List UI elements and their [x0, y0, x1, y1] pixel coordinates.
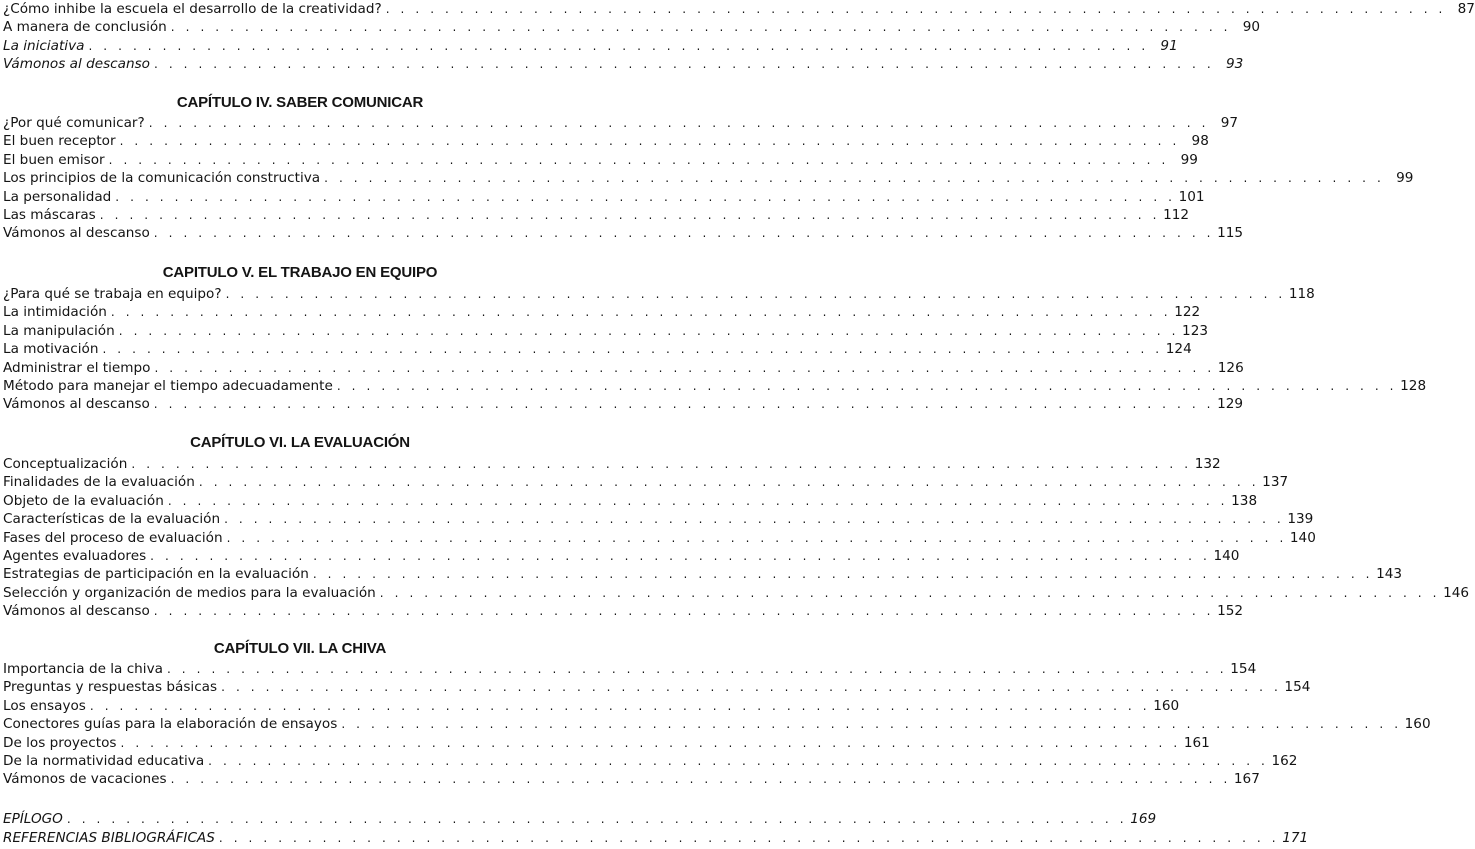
entry-page-number: 138	[1231, 492, 1258, 509]
entry-page-number: 99	[1396, 170, 1414, 187]
toc-entry[interactable]	[3, 169, 1414, 187]
entry-page-number: 137	[1262, 474, 1289, 491]
entry-page-number: 129	[1217, 396, 1244, 413]
entry-title: El buen receptor	[3, 133, 116, 150]
toc-entry[interactable]	[3, 114, 1238, 132]
entry-page-number: 154	[1284, 679, 1311, 696]
toc-entry[interactable]	[3, 37, 1178, 55]
dot-leader: . . . . . . . . . . . . . . . . . . . . . . . . . . . . . . . . . . . . . . . . . . . . . . . . . . . . . . . . . . . . . . . . . . . . . . . .	[150, 549, 1211, 563]
chapter-heading-6: CAPÍTULO VI. LA EVALUACIÓN	[190, 434, 410, 451]
entry-page-number: 132	[1194, 456, 1221, 472]
entry-title: De los proyectos	[3, 734, 117, 751]
dot-leader: . . . . . . . . . . . . . . . . . . . . . . . . . . . . . . . . . . . . . . . . . . . . . . . . . . . . . . . . . . . . . . . . . . . . . . . .	[336, 379, 1398, 393]
entry-title: REFERENCIAS BIBLIOGRÁFICAS	[3, 830, 215, 846]
entry-page-number: 146	[1443, 584, 1470, 601]
dot-leader: . . . . . . . . . . . . . . . . . . . . . . . . . . . . . . . . . . . . . . . . . . . . . . . . . . . . . . . . . . . . . . . . . . . . . . . .	[119, 134, 1180, 149]
dot-leader: . . . . . . . . . . . . . . . . . . . . . . . . . . . . . . . . . . . . . . . . . . . . . . . . . . . . . . . . . . . . . . . . . . . . . . . .	[102, 342, 1163, 357]
entry-title: Finalidades de la evaluación	[3, 474, 195, 491]
entry-page-number: 91	[1160, 37, 1178, 54]
entry-page-number: 87	[1457, 1, 1475, 17]
entry-title: Los principios de la comunicación constructiva	[3, 170, 321, 187]
entry-page-number: 154	[1230, 661, 1257, 677]
entry-page-number: 139	[1287, 511, 1314, 528]
entry-title: Método para manejar el tiempo adecuadamente	[3, 378, 333, 394]
entry-title: A manera de conclusión	[3, 19, 167, 36]
toc-entry[interactable]	[3, 340, 1192, 358]
dot-leader: . . . . . . . . . . . . . . . . . . . . . . . . . . . . . . . . . . . . . . . . . . . . . . . . . . . . . . . . . . . . . . . . . . . . . . . .	[110, 305, 1172, 320]
toc-entry[interactable]	[3, 303, 1201, 321]
toc-entry[interactable]	[3, 715, 1431, 733]
entry-page-number: 122	[1174, 304, 1201, 321]
entry-title: Agentes evaluadores	[3, 548, 147, 564]
entry-title: Selección y organización de medios para la evaluación	[3, 584, 376, 601]
toc-entry[interactable]	[3, 206, 1190, 224]
dot-leader: . . . . . . . . . . . . . . . . . . . . . . . . . . . . . . . . . . . . . . . . . . . . . . . . . . . . . . . . . . . . . . . . . . . . . . . .	[148, 116, 1209, 130]
dot-leader: . . . . . . . . . . . . . . . . . . . . . . . . . . . . . . . . . . . . . . . . . . . . . . . . . . . . . . . . . . . . . . . . . . . . . . . .	[154, 360, 1215, 375]
entry-title: Objeto de la evaluación	[3, 492, 164, 509]
entry-title: La iniciativa	[3, 37, 85, 54]
dot-leader: . . . . . . . . . . . . . . . . . . . . . . . . . . . . . . . . . . . . . . . . . . . . . . . . . . . . . . . . . . . . . . . . . . . . . . . .	[99, 208, 1161, 222]
entry-title: Vámonos al descanso	[3, 225, 150, 242]
entry-page-number: 128	[1400, 378, 1427, 394]
dot-leader: . . . . . . . . . . . . . . . . . . . . . . . . . . . . . . . . . . . . . . . . . . . . . . . . . . . . . . . . . . . . . . . . . . . . . . . .	[324, 171, 1385, 186]
entry-title: Administrar el tiempo	[3, 359, 151, 376]
toc-entry[interactable]	[3, 188, 1205, 206]
toc-entry[interactable]	[3, 395, 1244, 413]
entry-page-number: 112	[1163, 207, 1190, 223]
toc-entry[interactable]	[3, 377, 1427, 395]
entry-page-number: 152	[1217, 603, 1244, 620]
entry-page-number: 93	[1225, 56, 1244, 73]
dot-leader: . . . . . . . . . . . . . . . . . . . . . . . . . . . . . . . . . . . . . . . . . . . . . . . . . . . . . . . . . . . . . . . . . . . . . . . .	[224, 512, 1285, 527]
entry-title: Estrategias de participación en la evaluación	[3, 566, 309, 583]
toc-entry[interactable]	[3, 132, 1209, 150]
dot-leader: . . . . . . . . . . . . . . . . . . . . . . . . . . . . . . . . . . . . . . . . . . . . . . . . . . . . . . . . . . . . . . . . . . . . . . . .	[120, 735, 1181, 750]
dot-leader: . . . . . . . . . . . . . . . . . . . . . . . . . . . . . . . . . . . . . . . . . . . . . . . . . . . . . . . . . . . . . . . . . . . . . . . .	[89, 698, 1151, 713]
entry-title: Los ensayos	[3, 697, 86, 714]
toc-entry[interactable]	[3, 359, 1244, 377]
entry-page-number: 99	[1180, 151, 1198, 168]
entry-page-number: 123	[1182, 322, 1208, 339]
dot-leader: . . . . . . . . . . . . . . . . . . . . . . . . . . . . . . . . . . . . . . . . . . . . . . . . . . . . . . . . . . . . . . . . . . . . . . . .	[226, 530, 1287, 545]
toc-entry[interactable]	[3, 660, 1257, 678]
toc-entry[interactable]	[3, 322, 1208, 340]
toc-entry[interactable]	[3, 224, 1244, 242]
dot-leader: . . . . . . . . . . . . . . . . . . . . . . . . . . . . . . . . . . . . . . . . . . . . . . . . . . . . . . . . . . . . . . . . . . . . . . . .	[208, 754, 1269, 768]
toc-entry[interactable]	[3, 529, 1316, 547]
dot-leader: . . . . . . . . . . . . . . . . . . . . . . . . . . . . . . . . . . . . . . . . . . . . . . . . . . . . . . . . . . . . . . . . . . . . . . . .	[225, 287, 1286, 301]
dot-leader: . . . . . . . . . . . . . . . . . . . . . . . . . . . . . . . . . . . . . . . . . . . . . . . . . . . . . . . . . . . . . . . . . . . . . . . .	[66, 812, 1128, 826]
dot-leader: . . . . . . . . . . . . . . . . . . . . . . . . . . . . . . . . . . . . . . . . . . . . . . . . . . . . . . . . . . . . . . . . . . . . . . . .	[118, 323, 1179, 338]
toc-entry[interactable]	[3, 473, 1289, 491]
chapter-heading-7: CAPÍTULO VII. LA CHIVA	[213, 640, 387, 657]
entry-title: Vámonos al descanso	[3, 396, 150, 413]
dot-leader: . . . . . . . . . . . . . . . . . . . . . . . . . . . . . . . . . . . . . . . . . . . . . . . . . . . . . . . . . . . . . . . . . . . . . . . .	[153, 604, 1215, 619]
toc-entry[interactable]	[3, 18, 1261, 36]
entry-title: Vámonos al descanso	[3, 603, 150, 620]
entry-title: De la normatividad educativa	[3, 753, 205, 769]
entry-title: Preguntas y respuestas básicas	[3, 679, 218, 696]
entry-title: El buen emisor	[3, 151, 105, 168]
entry-page-number: 161	[1183, 734, 1210, 751]
entry-title: La motivación	[3, 341, 99, 358]
entry-title: La personalidad	[3, 188, 112, 205]
entry-page-number: 167	[1233, 771, 1260, 788]
entry-title: Conceptualización	[3, 456, 128, 472]
dot-leader: . . . . . . . . . . . . . . . . . . . . . . . . . . . . . . . . . . . . . . . . . . . . . . . . . . . . . . . . . . . . . . . . . . . . . . . .	[153, 57, 1215, 72]
entry-title: Vámonos de vacaciones	[3, 771, 167, 788]
entry-page-number: 140	[1289, 529, 1316, 546]
entry-title: Vámonos al descanso	[3, 56, 150, 73]
dot-leader: . . . . . . . . . . . . . . . . . . . . . . . . . . . . . . . . . . . . . . . . . . . . . . . . . . . . . . . . . . . . . . . . . . . . . . . .	[170, 772, 1231, 787]
toc-entry[interactable]	[3, 492, 1258, 510]
entry-title: Las máscaras	[3, 207, 96, 223]
toc-entry[interactable]	[3, 752, 1298, 770]
entry-page-number: 115	[1217, 225, 1244, 242]
toc-entry[interactable]	[3, 455, 1221, 473]
dot-leader: . . . . . . . . . . . . . . . . . . . . . . . . . . . . . . . . . . . . . . . . . . . . . . . . . . . . . . . . . . . . . . . . . . . . . . . .	[115, 189, 1176, 204]
toc-entry[interactable]	[3, 285, 1315, 303]
entry-page-number: 97	[1220, 115, 1238, 131]
dot-leader: . . . . . . . . . . . . . . . . . . . . . . . . . . . . . . . . . . . . . . . . . . . . . . . . . . . . . . . . . . . . . . . . . . . . . . . .	[385, 2, 1446, 16]
dot-leader: . . . . . . . . . . . . . . . . . . . . . . . . . . . . . . . . . . . . . . . . . . . . . . . . . . . . . . . . . . . . . . . . . . . . . . . .	[341, 717, 1402, 732]
toc-entry[interactable]	[3, 734, 1210, 752]
entry-title: ¿Por qué comunicar?	[3, 115, 145, 131]
toc-entry[interactable]	[3, 697, 1180, 715]
dot-leader: . . . . . . . . . . . . . . . . . . . . . . . . . . . . . . . . . . . . . . . . . . . . . . . . . . . . . . . . . . . . . . . . . . . . . . . .	[88, 38, 1149, 53]
dot-leader: . . . . . . . . . . . . . . . . . . . . . . . . . . . . . . . . . . . . . . . . . . . . . . . . . . . . . . . . . . . . . . . . . . . . . . . .	[166, 662, 1228, 676]
toc-entry[interactable]	[3, 547, 1240, 565]
entry-page-number: 118	[1288, 286, 1315, 302]
entry-page-number: 169	[1130, 811, 1157, 827]
entry-page-number: 171	[1282, 830, 1309, 846]
dot-leader: . . . . . . . . . . . . . . . . . . . . . . . . . . . . . . . . . . . . . . . . . . . . . . . . . . . . . . . . . . . . . . . . . . . . . . . .	[153, 226, 1215, 241]
chapter-heading-5: CAPITULO V. EL TRABAJO EN EQUIPO	[162, 264, 438, 281]
entry-page-number: 98	[1191, 133, 1209, 150]
entry-page-number: 140	[1213, 548, 1240, 564]
entry-title: Importancia de la chiva	[3, 661, 163, 677]
toc-entry[interactable]	[3, 810, 1157, 828]
dot-leader: . . . . . . . . . . . . . . . . . . . . . . . . . . . . . . . . . . . . . . . . . . . . . . . . . . . . . . . . . . . . . . . . . . . . . . . .	[170, 20, 1232, 35]
entry-page-number: 160	[1153, 697, 1180, 714]
dot-leader: . . . . . . . . . . . . . . . . . . . . . . . . . . . . . . . . . . . . . . . . . . . . . . . . . . . . . . . . . . . . . . . . . . . . . . . .	[153, 397, 1215, 412]
dot-leader: . . . . . . . . . . . . . . . . . . . . . . . . . . . . . . . . . . . . . . . . . . . . . . . . . . . . . . . . . . . . . . . . . . . . . . . .	[218, 831, 1280, 845]
entry-title: La intimidación	[3, 304, 107, 321]
toc-entry[interactable]	[3, 770, 1260, 788]
dot-leader: . . . . . . . . . . . . . . . . . . . . . . . . . . . . . . . . . . . . . . . . . . . . . . . . . . . . . . . . . . . . . . . . . . . . . . . .	[379, 585, 1441, 600]
dot-leader: . . . . . . . . . . . . . . . . . . . . . . . . . . . . . . . . . . . . . . . . . . . . . . . . . . . . . . . . . . . . . . . . . . . . . . . .	[312, 567, 1374, 582]
entry-title: EPÍLOGO	[3, 811, 63, 827]
toc-entry[interactable]	[3, 829, 1309, 847]
dot-leader: . . . . . . . . . . . . . . . . . . . . . . . . . . . . . . . . . . . . . . . . . . . . . . . . . . . . . . . . . . . . . . . . . . . . . . . .	[198, 475, 1260, 490]
entry-title: La manipulación	[3, 322, 115, 339]
entry-page-number: 162	[1271, 753, 1298, 769]
dot-leader: . . . . . . . . . . . . . . . . . . . . . . . . . . . . . . . . . . . . . . . . . . . . . . . . . . . . . . . . . . . . . . . . . . . . . . . .	[167, 493, 1229, 508]
entry-title: ¿Para qué se trabaja en equipo?	[3, 286, 222, 302]
toc-entry[interactable]	[3, 0, 1475, 18]
entry-page-number: 124	[1165, 341, 1192, 358]
entry-page-number: 143	[1376, 566, 1403, 583]
toc-entry[interactable]	[3, 151, 1198, 169]
toc-entry[interactable]	[3, 602, 1244, 620]
entry-title: Conectores guías para la elaboración de ensayos	[3, 716, 338, 733]
entry-page-number: 90	[1242, 19, 1261, 36]
toc-entry[interactable]	[3, 510, 1314, 528]
toc-entry[interactable]	[3, 678, 1311, 696]
entry-title: Fases del proceso de evaluación	[3, 529, 223, 546]
dot-leader: . . . . . . . . . . . . . . . . . . . . . . . . . . . . . . . . . . . . . . . . . . . . . . . . . . . . . . . . . . . . . . . . . . . . . . . .	[131, 457, 1192, 471]
entry-page-number: 160	[1404, 716, 1431, 733]
entry-page-number: 126	[1217, 359, 1244, 376]
toc-entry[interactable]	[3, 565, 1403, 583]
chapter-heading-4: CAPÍTULO IV. SABER COMUNICAR	[176, 94, 424, 111]
entry-page-number: 101	[1178, 188, 1205, 205]
entry-title: ¿Cómo inhibe la escuela el desarrollo de la creatividad?	[3, 1, 382, 17]
dot-leader: . . . . . . . . . . . . . . . . . . . . . . . . . . . . . . . . . . . . . . . . . . . . . . . . . . . . . . . . . . . . . . . . . . . . . . . .	[108, 152, 1169, 167]
toc-entry[interactable]	[3, 55, 1244, 73]
toc-entry[interactable]	[3, 584, 1470, 602]
entry-title: Características de la evaluación	[3, 511, 221, 528]
dot-leader: . . . . . . . . . . . . . . . . . . . . . . . . . . . . . . . . . . . . . . . . . . . . . . . . . . . . . . . . . . . . . . . . . . . . . . . .	[221, 680, 1282, 695]
